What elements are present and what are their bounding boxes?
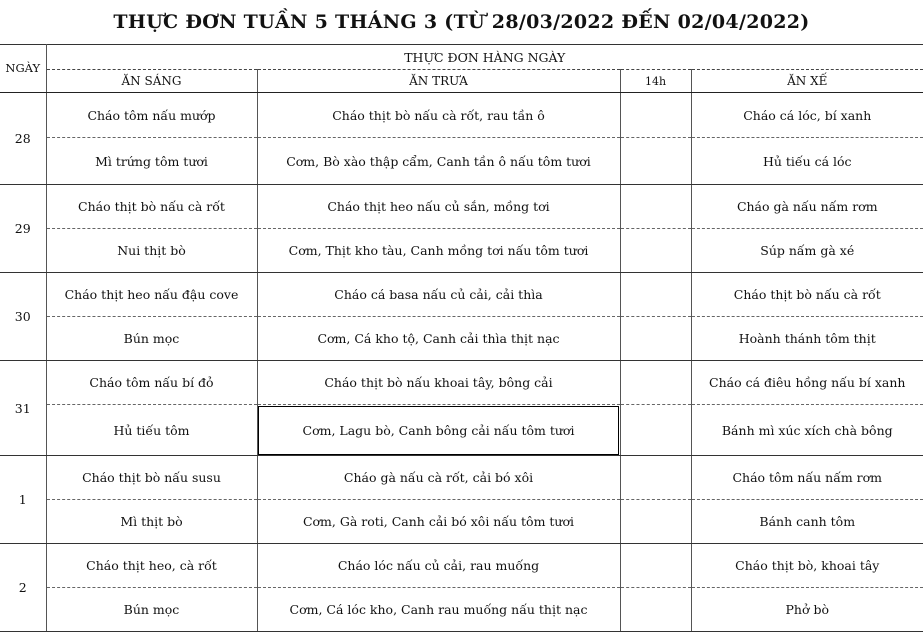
breakfast-cell[interactable]: Cháo thịt heo, cà rốt: [46, 544, 257, 588]
table-row: [0, 317, 923, 361]
table-row: [0, 273, 923, 317]
breakfast-cell[interactable]: Mì trứng tôm tươi: [46, 138, 257, 185]
lunch-cell[interactable]: Cơm, Lagu bò, Canh bông cải nấu tôm tươi: [257, 405, 620, 456]
day-cell[interactable]: 28: [0, 93, 46, 185]
h14-cell[interactable]: [620, 93, 691, 138]
breakfast-cell[interactable]: Bún mọc: [46, 317, 257, 361]
snack-cell[interactable]: Hủ tiếu cá lóc: [691, 138, 923, 185]
menu-title: THỰC ĐƠN TUẦN 5 THÁNG 3 (TỪ 28/03/2022 ĐẾN 02/04/2022): [113, 11, 810, 33]
table-row: [0, 93, 923, 138]
header-lunch[interactable]: ĂN TRƯA: [257, 70, 620, 93]
snack-cell[interactable]: Bánh canh tôm: [691, 500, 923, 544]
menu-table: [0, 44, 923, 632]
table-row: [0, 405, 923, 456]
lunch-cell[interactable]: Cháo thịt bò nấu khoai tây, bông cải: [257, 361, 620, 405]
breakfast-cell[interactable]: Cháo tôm nấu mướp: [46, 93, 257, 138]
h14-cell[interactable]: [620, 229, 691, 273]
lunch-cell[interactable]: Cơm, Cá lóc kho, Canh rau muống nấu thịt nạc: [257, 588, 620, 632]
breakfast-cell[interactable]: Cháo tôm nấu bí đỏ: [46, 361, 257, 405]
breakfast-cell[interactable]: Hủ tiếu tôm: [46, 405, 257, 456]
day-cell[interactable]: 29: [0, 185, 46, 273]
snack-cell[interactable]: Cháo cá điêu hồng nấu bí xanh: [691, 361, 923, 405]
table-row: [0, 229, 923, 273]
snack-cell[interactable]: Súp nấm gà xé: [691, 229, 923, 273]
snack-cell[interactable]: Bánh mì xúc xích chà bông: [691, 405, 923, 456]
h14-cell[interactable]: [620, 456, 691, 500]
breakfast-cell[interactable]: Cháo thịt bò nấu susu: [46, 456, 257, 500]
breakfast-cell[interactable]: Mì thịt bò: [46, 500, 257, 544]
lunch-cell[interactable]: Cơm, Bò xào thập cẩm, Canh tần ô nấu tôm tươi: [257, 138, 620, 185]
h14-cell[interactable]: [620, 138, 691, 185]
lunch-cell[interactable]: Cháo cá basa nấu củ cải, cải thìa: [257, 273, 620, 317]
day-cell[interactable]: 2: [0, 544, 46, 632]
breakfast-cell[interactable]: Cháo thịt bò nấu cà rốt: [46, 185, 257, 229]
snack-cell[interactable]: Hoành thánh tôm thịt: [691, 317, 923, 361]
snack-cell[interactable]: Cháo gà nấu nấm rơm: [691, 185, 923, 229]
header-row-1: [0, 45, 923, 70]
lunch-cell[interactable]: Cơm, Thịt kho tàu, Canh mồng tơi nấu tôm tươi: [257, 229, 620, 273]
table-row: [0, 544, 923, 588]
table-row: [0, 588, 923, 632]
h14-cell[interactable]: [620, 500, 691, 544]
h14-cell[interactable]: [620, 361, 691, 405]
h14-cell[interactable]: [620, 185, 691, 229]
snack-cell[interactable]: Cháo cá lóc, bí xanh: [691, 93, 923, 138]
header-14h[interactable]: 14h: [620, 70, 691, 93]
lunch-cell[interactable]: Cháo thịt bò nấu cà rốt, rau tần ô: [257, 93, 620, 138]
h14-cell[interactable]: [620, 273, 691, 317]
lunch-cell[interactable]: Cháo thịt heo nấu củ sắn, mồng tơi: [257, 185, 620, 229]
snack-cell[interactable]: Cháo tôm nấu nấm rơm: [691, 456, 923, 500]
h14-cell[interactable]: [620, 544, 691, 588]
day-cell[interactable]: 1: [0, 456, 46, 544]
h14-cell[interactable]: [620, 405, 691, 456]
snack-cell[interactable]: Cháo thịt bò, khoai tây: [691, 544, 923, 588]
lunch-cell[interactable]: Cơm, Cá kho tộ, Canh cải thìa thịt nạc: [257, 317, 620, 361]
snack-cell[interactable]: Phở bò: [691, 588, 923, 632]
table-row: [0, 185, 923, 229]
day-cell[interactable]: 30: [0, 273, 46, 361]
lunch-cell[interactable]: Cháo lóc nấu củ cải, rau muống: [257, 544, 620, 588]
breakfast-cell[interactable]: Bún mọc: [46, 588, 257, 632]
header-snack[interactable]: ĂN XẾ: [691, 70, 923, 93]
breakfast-cell[interactable]: Cháo thịt heo nấu đậu cove: [46, 273, 257, 317]
table-row: [0, 500, 923, 544]
day-cell[interactable]: 31: [0, 361, 46, 456]
snack-cell[interactable]: Cháo thịt bò nấu cà rốt: [691, 273, 923, 317]
h14-cell[interactable]: [620, 588, 691, 632]
lunch-cell[interactable]: Cháo gà nấu cà rốt, cải bó xôi: [257, 456, 620, 500]
lunch-cell[interactable]: Cơm, Gà roti, Canh cải bó xôi nấu tôm tươi: [257, 500, 620, 544]
table-row: [0, 456, 923, 500]
breakfast-cell[interactable]: Nui thịt bò: [46, 229, 257, 273]
table-row: [0, 138, 923, 185]
header-breakfast[interactable]: ĂN SÁNG: [46, 70, 257, 93]
header-row-2: [0, 70, 923, 93]
header-daily-menu[interactable]: THỰC ĐƠN HÀNG NGÀY: [46, 45, 923, 70]
table-row: [0, 361, 923, 405]
header-ngay[interactable]: NGÀY: [0, 45, 46, 93]
h14-cell[interactable]: [620, 317, 691, 361]
